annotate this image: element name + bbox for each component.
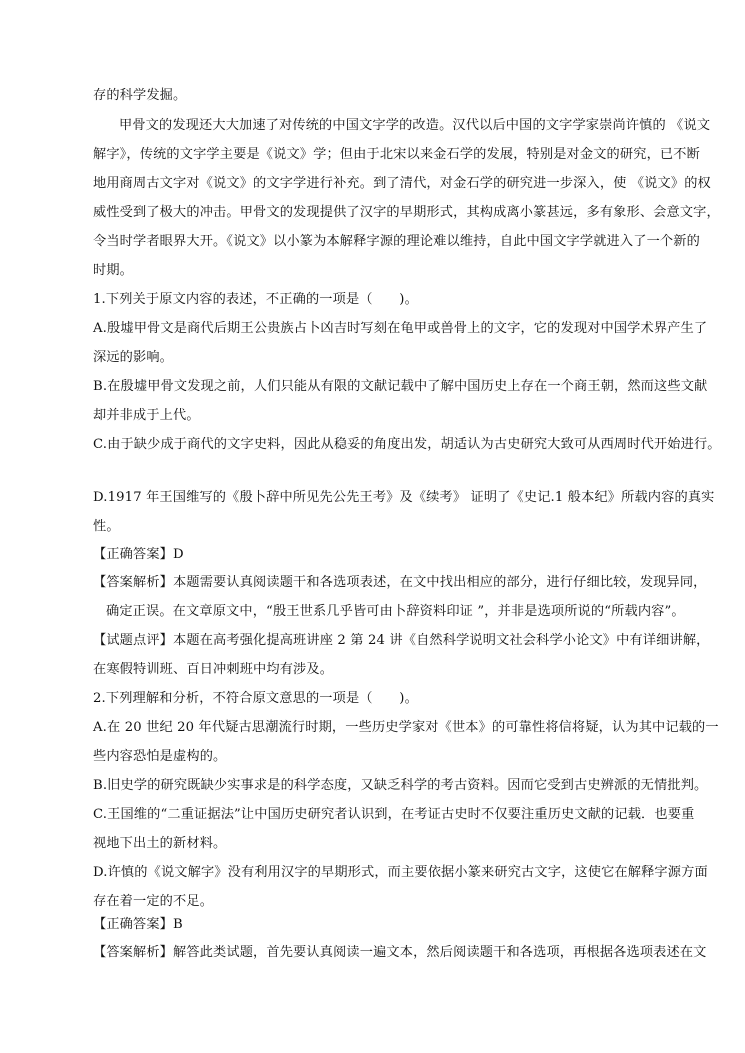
question-1-option-b: B.在殷墟甲骨文发现之前，人们只能从有限的文献记载中了解中国历史上存在一个商王朝，然而这些文献 bbox=[93, 379, 708, 394]
question-2-option-a: A.在 20 世纪 20 年代疑古思潮流行时期，一些历史学家对《世本》的可靠性将信将疑，认为其中记载的一 bbox=[93, 720, 719, 735]
question-2-analysis: 【答案解析】解答此类试题，首先要认真阅读一遍文本，然后阅读题干和各选项，再根据各选项表述在文 bbox=[93, 945, 707, 960]
question-2-stem: 2.下列理解和分析，不符合原文意思的一项是（ )。 bbox=[93, 691, 418, 706]
question-1-analysis: 【答案解析】本题需要认真阅读题干和各选项表述，在文中找出相应的部分，进行仔细比较，发现异同， bbox=[93, 575, 707, 590]
question-1-option-b-cont: 却并非成于上代。 bbox=[93, 408, 200, 423]
question-2-option-a-cont: 些内容恐怕是虚构的。 bbox=[93, 749, 227, 764]
question-2-option-d-cont: 存在着一定的不足。 bbox=[93, 894, 214, 909]
paragraph-line: 令当时学者眼界大开。《说文》以小篆为本解释字源的理论难以维持，自此中国文字学就进入了一个新的 bbox=[93, 234, 700, 249]
question-1-option-c: C.由于缺少成于商代的文字史料，因此从稳妥的角度出发，胡适认为古史研究大致可从西周时代开始进行。 bbox=[93, 437, 721, 452]
paragraph-line: 解字》，传统的文字学主要是《说文》学；但由于北宋以来金石学的发展，特别是对金文的研究，已不断 bbox=[93, 147, 700, 162]
paragraph-line: 威性受到了极大的冲击。甲骨文的发现提供了汉字的早期形式，其构成离小篆甚远，多有象形、会意文字， bbox=[93, 205, 720, 220]
paragraph-line: 时期。 bbox=[93, 263, 134, 278]
question-1-option-a: A.殷墟甲骨文是商代后期王公贵族占卜凶吉时写刻在龟甲或兽骨上的文字，它的发现对中国学术界产生了 bbox=[93, 321, 708, 336]
question-1-comment: 【试题点评】本题在高考强化提高班讲座 2 第 24 讲《自然科学说明文社会科学小论文》中有详细讲解， bbox=[93, 633, 710, 648]
paragraph-line: 甲骨文的发现还大大加速了对传统的中国文字学的改造。汉代以后中国的文字学家崇尚许慎的 《说文 bbox=[119, 118, 711, 133]
question-1-option-d: D.1917 年王国维写的《殷卜辞中所见先公先王考》及《续考》 证明了《史记.1 般本纪》所载内容的真实 bbox=[93, 490, 715, 505]
question-2-option-d: D.许慎的《说文解字》没有利用汉字的早期形式，而主要依据小篆来研究古文字，这使它在解释字源方面 bbox=[93, 865, 708, 880]
question-1-option-d-cont: 性。 bbox=[93, 519, 120, 534]
question-1-answer: 【正确答案】D bbox=[93, 547, 184, 562]
question-1-stem: 1.下列关于原文内容的表述，不正确的一项是（ )。 bbox=[93, 292, 418, 307]
question-1-comment-cont: 在寒假特训班、百日冲刺班中均有涉及。 bbox=[93, 662, 334, 677]
question-2-option-c: C.王国维的“二重证据法”让中国历史研究者认识到，在考证古史时不仅要注重历史文献的记载．也要重 bbox=[93, 807, 695, 822]
question-2-option-c-cont: 视地下出土的新材料。 bbox=[93, 836, 227, 851]
question-2-option-b: B.旧史学的研究既缺少实事求是的科学态度，又缺乏科学的考古资料。因而它受到古史辨派的无情批判。 bbox=[93, 778, 708, 793]
question-2-answer: 【正确答案】B bbox=[93, 917, 183, 932]
question-1-option-a-cont: 深远的影响。 bbox=[93, 350, 174, 365]
paragraph-line: 地用商周古文字对《说文》的文字学进行补充。到了清代，对金石学的研究进一步深入，使 《说文》的权 bbox=[93, 176, 711, 191]
question-1-analysis-cont: 确定正误。在文章原文中，“殷王世系几乎皆可由卜辞资料印证 ”，并非是选项所说的“所载内容”。 bbox=[106, 604, 685, 619]
paragraph-line: 存的科学发掘。 bbox=[93, 88, 187, 103]
